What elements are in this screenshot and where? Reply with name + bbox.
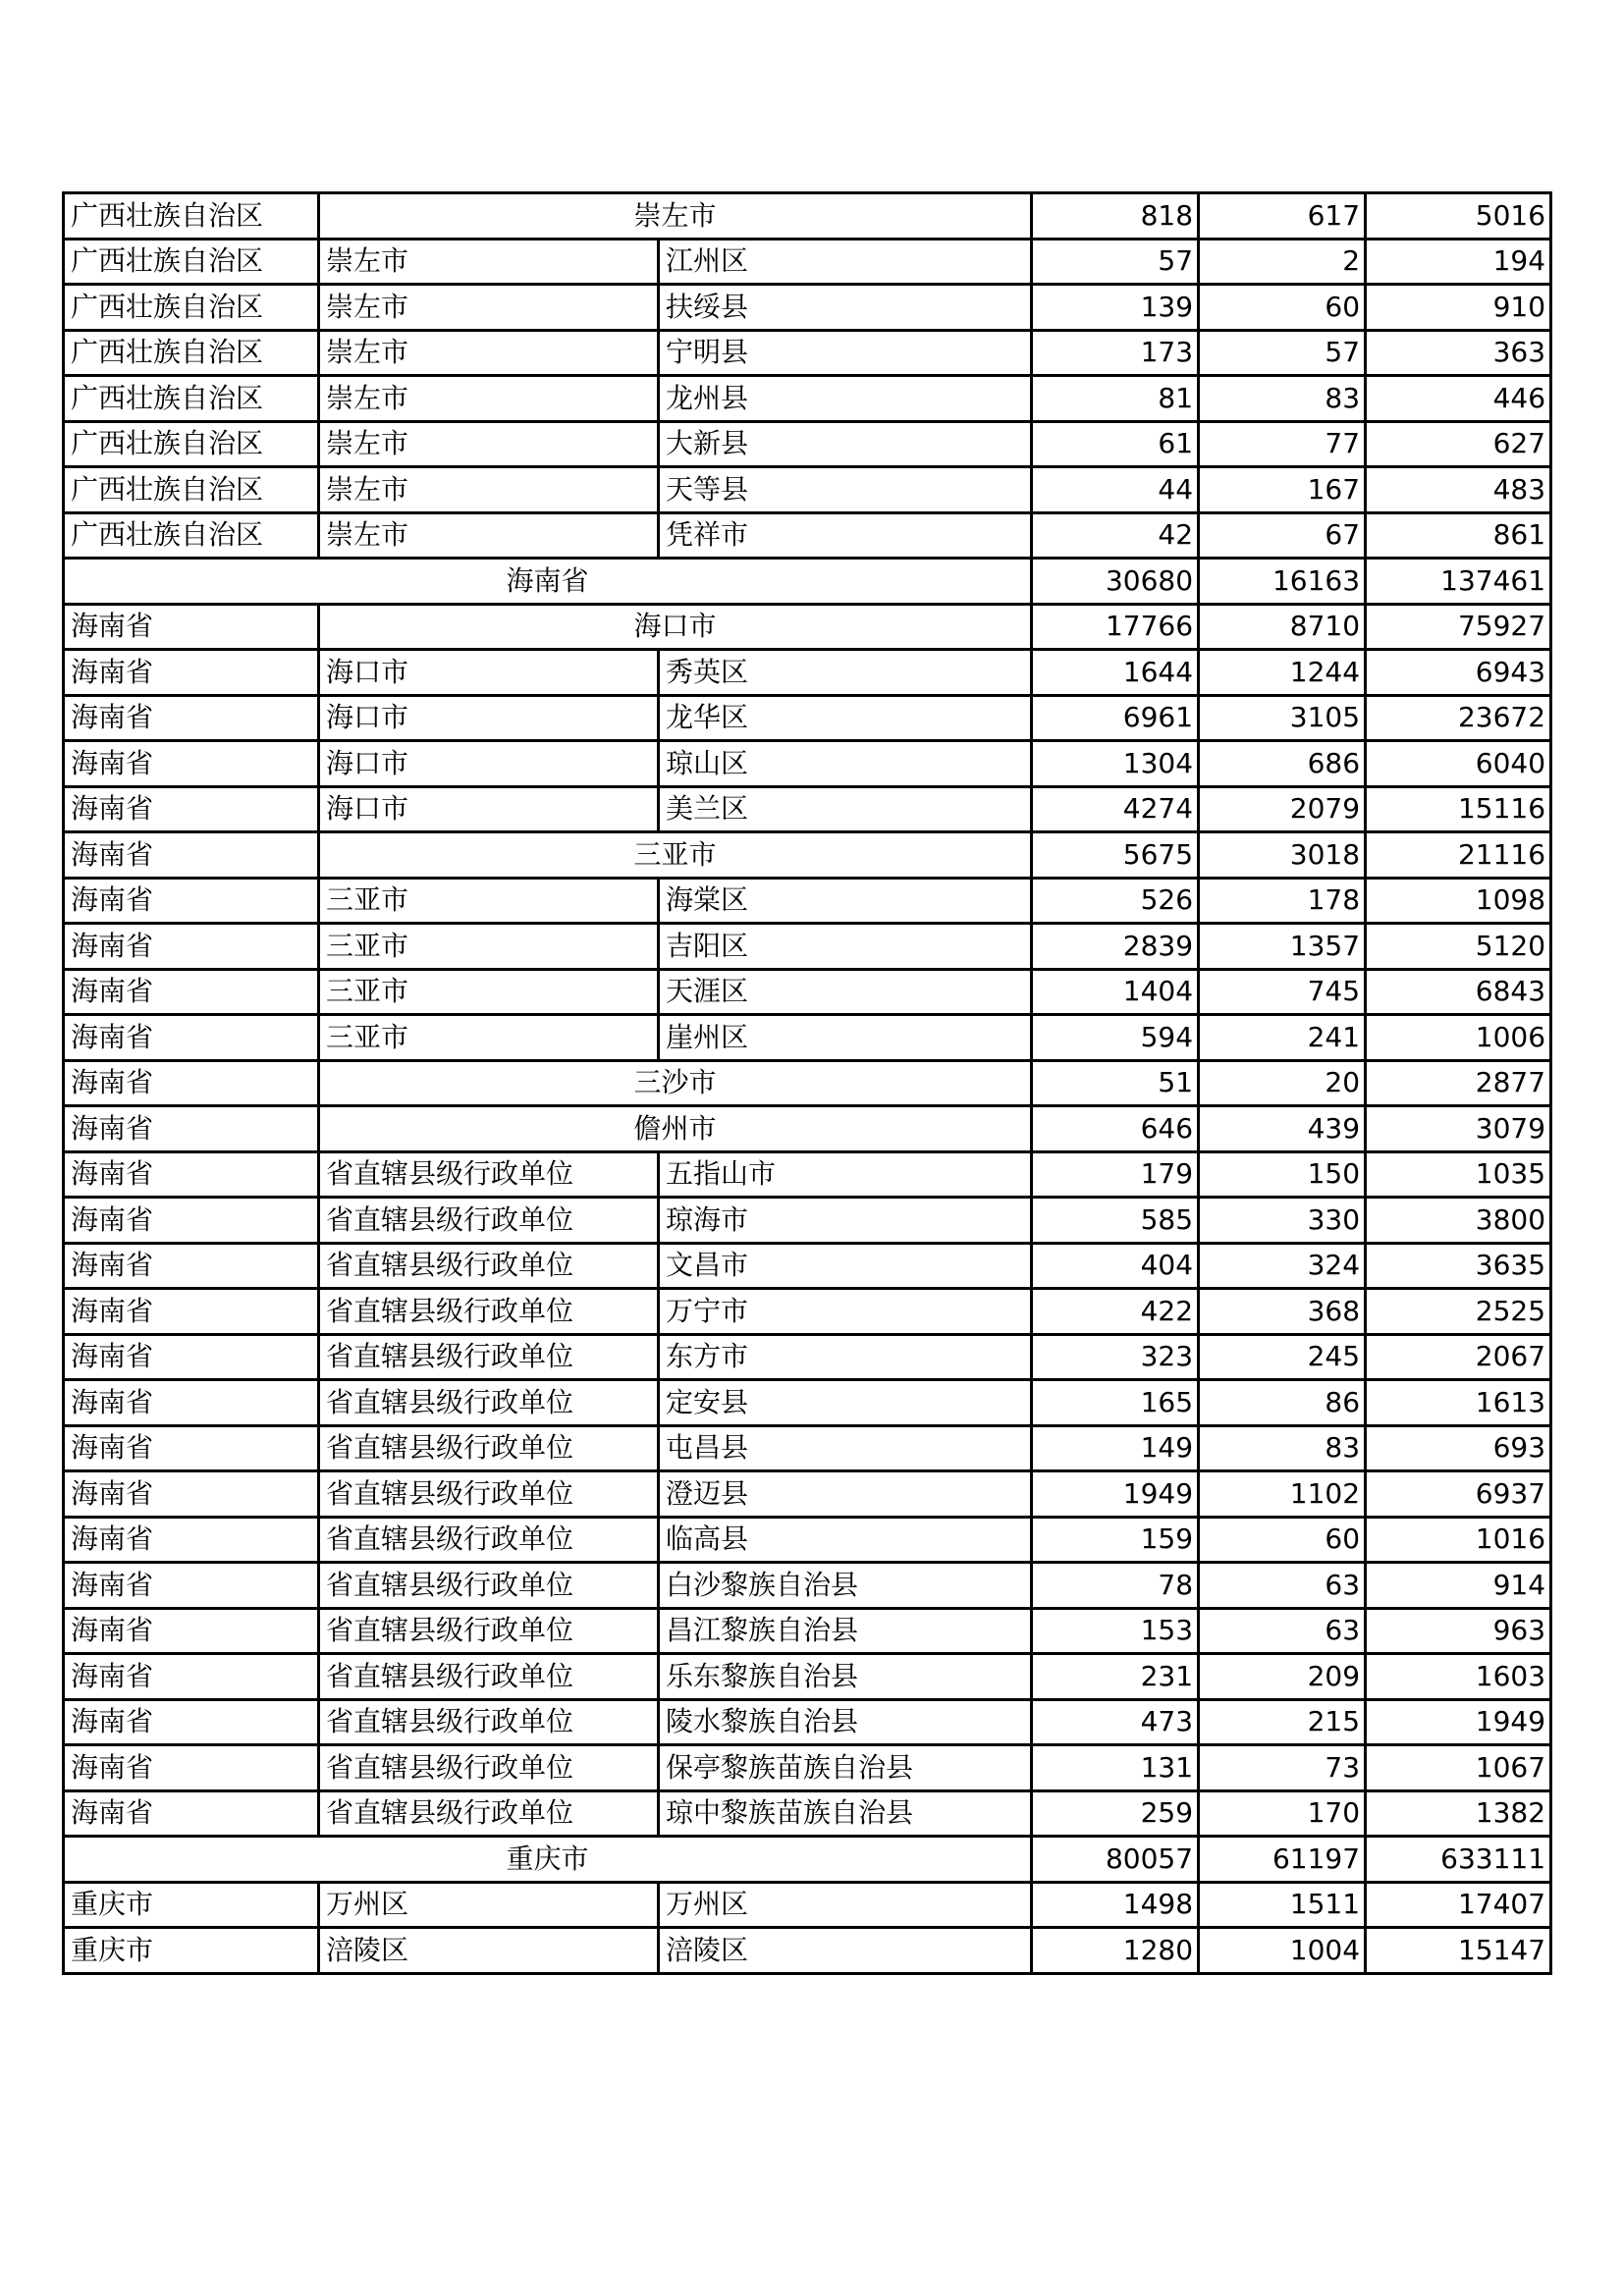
county-cell: 屯昌县 [659, 1425, 1032, 1471]
county-cell: 秀英区 [659, 650, 1032, 696]
city-cell: 万州区 [319, 1882, 659, 1928]
value-cell: 1004 [1199, 1928, 1366, 1974]
city-cell: 省直辖县级行政单位 [319, 1471, 659, 1518]
county-cell: 琼山区 [659, 741, 1032, 787]
table-row [64, 1654, 1551, 1700]
table-row [64, 239, 1551, 285]
data-table [62, 191, 1552, 1975]
county-cell: 吉阳区 [659, 924, 1032, 970]
city-cell: 海口市 [319, 650, 659, 696]
county-cell: 白沙黎族自治县 [659, 1563, 1032, 1609]
value-cell: 6961 [1032, 695, 1199, 741]
province-cell: 海南省 [64, 1745, 319, 1791]
table-row [64, 1425, 1551, 1471]
table-row [64, 376, 1551, 422]
table-row [64, 285, 1551, 331]
value-cell: 1644 [1032, 650, 1199, 696]
city-cell: 海口市 [319, 604, 1032, 650]
county-cell: 大新县 [659, 421, 1032, 467]
city-cell: 崇左市 [319, 467, 659, 513]
province-cell: 海南省 [64, 1289, 319, 1335]
value-cell: 61 [1032, 421, 1199, 467]
value-cell: 150 [1199, 1151, 1366, 1198]
value-cell: 209 [1199, 1654, 1366, 1700]
value-cell: 194 [1366, 239, 1551, 285]
value-cell: 627 [1366, 421, 1551, 467]
value-cell: 693 [1366, 1425, 1551, 1471]
value-cell: 1498 [1032, 1882, 1199, 1928]
value-cell: 914 [1366, 1563, 1551, 1609]
value-cell: 1016 [1366, 1517, 1551, 1563]
province-cell: 海南省 [64, 1471, 319, 1518]
table-row [64, 512, 1551, 559]
table-row [64, 1015, 1551, 1061]
county-cell: 凭祥市 [659, 512, 1032, 559]
county-cell: 昌江黎族自治县 [659, 1608, 1032, 1654]
city-cell: 省直辖县级行政单位 [319, 1151, 659, 1198]
province-cell: 重庆市 [64, 1882, 319, 1928]
value-cell: 241 [1199, 1015, 1366, 1061]
city-cell: 崇左市 [319, 421, 659, 467]
province-cell: 海南省 [64, 969, 319, 1015]
table-row [64, 1198, 1551, 1244]
value-cell: 20 [1199, 1060, 1366, 1106]
province-cell: 广西壮族自治区 [64, 330, 319, 376]
value-cell: 167 [1199, 467, 1366, 513]
value-cell: 61197 [1199, 1837, 1366, 1883]
value-cell: 910 [1366, 285, 1551, 331]
value-cell: 57 [1032, 239, 1199, 285]
value-cell: 6843 [1366, 969, 1551, 1015]
value-cell: 5120 [1366, 924, 1551, 970]
value-cell: 44 [1032, 467, 1199, 513]
value-cell: 131 [1032, 1745, 1199, 1791]
value-cell: 404 [1032, 1243, 1199, 1289]
county-cell: 天涯区 [659, 969, 1032, 1015]
city-cell: 三沙市 [319, 1060, 1032, 1106]
value-cell: 5675 [1032, 832, 1199, 879]
table-row [64, 1928, 1551, 1974]
province-cell: 海南省 [64, 786, 319, 832]
value-cell: 30680 [1032, 559, 1199, 605]
value-cell: 617 [1199, 193, 1366, 240]
province-cell: 海南省 [64, 1563, 319, 1609]
province-cell: 海南省 [64, 1106, 319, 1152]
province-cell: 海南省 [64, 1790, 319, 1837]
value-cell: 15116 [1366, 786, 1551, 832]
value-cell: 17407 [1366, 1882, 1551, 1928]
table-row [64, 1790, 1551, 1837]
value-cell: 324 [1199, 1243, 1366, 1289]
city-cell: 崇左市 [319, 285, 659, 331]
county-cell: 临高县 [659, 1517, 1032, 1563]
province-cell: 广西壮族自治区 [64, 285, 319, 331]
value-cell: 149 [1032, 1425, 1199, 1471]
city-cell: 三亚市 [319, 1015, 659, 1061]
value-cell: 63 [1199, 1563, 1366, 1609]
value-cell: 75927 [1366, 604, 1551, 650]
province-cell: 海南省 [64, 1380, 319, 1426]
value-cell: 73 [1199, 1745, 1366, 1791]
value-cell: 57 [1199, 330, 1366, 376]
value-cell: 1102 [1199, 1471, 1366, 1518]
county-cell: 琼海市 [659, 1198, 1032, 1244]
city-cell: 崇左市 [319, 193, 1032, 240]
value-cell: 1382 [1366, 1790, 1551, 1837]
value-cell: 51 [1032, 1060, 1199, 1106]
table-row [64, 1060, 1551, 1106]
table-row [64, 559, 1551, 605]
city-cell: 海口市 [319, 786, 659, 832]
value-cell: 6943 [1366, 650, 1551, 696]
value-cell: 633111 [1366, 1837, 1551, 1883]
table-row [64, 969, 1551, 1015]
city-cell: 省直辖县级行政单位 [319, 1425, 659, 1471]
province-cell: 海南省 [64, 1699, 319, 1745]
table-row [64, 421, 1551, 467]
table-row [64, 330, 1551, 376]
value-cell: 483 [1366, 467, 1551, 513]
county-cell: 五指山市 [659, 1151, 1032, 1198]
table-row [64, 1289, 1551, 1335]
value-cell: 245 [1199, 1334, 1366, 1380]
value-cell: 1949 [1032, 1471, 1199, 1518]
province-cell: 海南省 [64, 1151, 319, 1198]
province-cell: 海南省 [64, 741, 319, 787]
value-cell: 83 [1199, 376, 1366, 422]
province-cell: 海南省 [64, 559, 1032, 605]
county-cell: 陵水黎族自治县 [659, 1699, 1032, 1745]
province-cell: 广西壮族自治区 [64, 512, 319, 559]
county-cell: 万州区 [659, 1882, 1032, 1928]
value-cell: 686 [1199, 741, 1366, 787]
value-cell: 21116 [1366, 832, 1551, 879]
value-cell: 67 [1199, 512, 1366, 559]
value-cell: 60 [1199, 285, 1366, 331]
province-cell: 海南省 [64, 695, 319, 741]
value-cell: 153 [1032, 1608, 1199, 1654]
county-cell: 保亭黎族苗族自治县 [659, 1745, 1032, 1791]
city-cell: 海口市 [319, 695, 659, 741]
province-cell: 海南省 [64, 878, 319, 924]
county-cell: 琼中黎族苗族自治县 [659, 1790, 1032, 1837]
value-cell: 2079 [1199, 786, 1366, 832]
province-cell: 海南省 [64, 1243, 319, 1289]
county-cell: 澄迈县 [659, 1471, 1032, 1518]
table-row [64, 786, 1551, 832]
value-cell: 139 [1032, 285, 1199, 331]
city-cell: 崇左市 [319, 512, 659, 559]
table-row [64, 467, 1551, 513]
city-cell: 省直辖县级行政单位 [319, 1563, 659, 1609]
table-row [64, 832, 1551, 879]
table-row [64, 1608, 1551, 1654]
value-cell: 4274 [1032, 786, 1199, 832]
value-cell: 1357 [1199, 924, 1366, 970]
value-cell: 231 [1032, 1654, 1199, 1700]
county-cell: 文昌市 [659, 1243, 1032, 1289]
county-cell: 宁明县 [659, 330, 1032, 376]
value-cell: 15147 [1366, 1928, 1551, 1974]
table-row [64, 878, 1551, 924]
value-cell: 2839 [1032, 924, 1199, 970]
value-cell: 80057 [1032, 1837, 1199, 1883]
table-row [64, 1106, 1551, 1152]
value-cell: 165 [1032, 1380, 1199, 1426]
value-cell: 1098 [1366, 878, 1551, 924]
city-cell: 省直辖县级行政单位 [319, 1608, 659, 1654]
table-row [64, 1517, 1551, 1563]
value-cell: 363 [1366, 330, 1551, 376]
value-cell: 83 [1199, 1425, 1366, 1471]
city-cell: 省直辖县级行政单位 [319, 1517, 659, 1563]
table-row [64, 741, 1551, 787]
value-cell: 594 [1032, 1015, 1199, 1061]
value-cell: 2877 [1366, 1060, 1551, 1106]
province-cell: 广西壮族自治区 [64, 421, 319, 467]
value-cell: 2 [1199, 239, 1366, 285]
value-cell: 159 [1032, 1517, 1199, 1563]
table-body [64, 193, 1551, 1974]
value-cell: 646 [1032, 1106, 1199, 1152]
value-cell: 179 [1032, 1151, 1199, 1198]
value-cell: 1603 [1366, 1654, 1551, 1700]
city-cell: 崇左市 [319, 330, 659, 376]
value-cell: 6040 [1366, 741, 1551, 787]
table-row [64, 1151, 1551, 1198]
value-cell: 2525 [1366, 1289, 1551, 1335]
province-cell: 广西壮族自治区 [64, 376, 319, 422]
county-cell: 乐东黎族自治县 [659, 1654, 1032, 1700]
city-cell: 省直辖县级行政单位 [319, 1334, 659, 1380]
value-cell: 3105 [1199, 695, 1366, 741]
value-cell: 1244 [1199, 650, 1366, 696]
value-cell: 1280 [1032, 1928, 1199, 1974]
province-cell: 海南省 [64, 1334, 319, 1380]
value-cell: 368 [1199, 1289, 1366, 1335]
value-cell: 422 [1032, 1289, 1199, 1335]
county-cell: 龙州县 [659, 376, 1032, 422]
city-cell: 崇左市 [319, 376, 659, 422]
city-cell: 省直辖县级行政单位 [319, 1790, 659, 1837]
value-cell: 323 [1032, 1334, 1199, 1380]
value-cell: 78 [1032, 1563, 1199, 1609]
value-cell: 60 [1199, 1517, 1366, 1563]
province-cell: 海南省 [64, 924, 319, 970]
table-row [64, 1243, 1551, 1289]
value-cell: 1949 [1366, 1699, 1551, 1745]
city-cell: 省直辖县级行政单位 [319, 1699, 659, 1745]
value-cell: 963 [1366, 1608, 1551, 1654]
value-cell: 8710 [1199, 604, 1366, 650]
city-cell: 儋州市 [319, 1106, 1032, 1152]
province-cell: 海南省 [64, 1608, 319, 1654]
value-cell: 23672 [1366, 695, 1551, 741]
city-cell: 三亚市 [319, 878, 659, 924]
value-cell: 1035 [1366, 1151, 1551, 1198]
value-cell: 3079 [1366, 1106, 1551, 1152]
value-cell: 439 [1199, 1106, 1366, 1152]
table-row [64, 1882, 1551, 1928]
value-cell: 446 [1366, 376, 1551, 422]
value-cell: 137461 [1366, 559, 1551, 605]
province-cell: 重庆市 [64, 1928, 319, 1974]
table-row [64, 695, 1551, 741]
city-cell: 三亚市 [319, 832, 1032, 879]
city-cell: 崇左市 [319, 239, 659, 285]
value-cell: 173 [1032, 330, 1199, 376]
county-cell: 扶绥县 [659, 285, 1032, 331]
value-cell: 77 [1199, 421, 1366, 467]
value-cell: 17766 [1032, 604, 1199, 650]
value-cell: 259 [1032, 1790, 1199, 1837]
value-cell: 215 [1199, 1699, 1366, 1745]
province-cell: 重庆市 [64, 1837, 1032, 1883]
value-cell: 178 [1199, 878, 1366, 924]
province-cell: 广西壮族自治区 [64, 239, 319, 285]
city-cell: 三亚市 [319, 924, 659, 970]
value-cell: 3800 [1366, 1198, 1551, 1244]
province-cell: 海南省 [64, 1060, 319, 1106]
value-cell: 330 [1199, 1198, 1366, 1244]
county-cell: 涪陵区 [659, 1928, 1032, 1974]
value-cell: 42 [1032, 512, 1199, 559]
county-cell: 天等县 [659, 467, 1032, 513]
value-cell: 585 [1032, 1198, 1199, 1244]
value-cell: 63 [1199, 1608, 1366, 1654]
city-cell: 省直辖县级行政单位 [319, 1198, 659, 1244]
province-cell: 广西壮族自治区 [64, 467, 319, 513]
value-cell: 3018 [1199, 832, 1366, 879]
county-cell: 万宁市 [659, 1289, 1032, 1335]
county-cell: 江州区 [659, 239, 1032, 285]
table-row [64, 604, 1551, 650]
value-cell: 1613 [1366, 1380, 1551, 1426]
value-cell: 861 [1366, 512, 1551, 559]
table-row [64, 193, 1551, 240]
county-cell: 定安县 [659, 1380, 1032, 1426]
value-cell: 1304 [1032, 741, 1199, 787]
province-cell: 海南省 [64, 1654, 319, 1700]
value-cell: 1511 [1199, 1882, 1366, 1928]
value-cell: 1404 [1032, 969, 1199, 1015]
value-cell: 745 [1199, 969, 1366, 1015]
table-row [64, 1745, 1551, 1791]
county-cell: 龙华区 [659, 695, 1032, 741]
city-cell: 三亚市 [319, 969, 659, 1015]
table-row [64, 1334, 1551, 1380]
province-cell: 海南省 [64, 1517, 319, 1563]
value-cell: 170 [1199, 1790, 1366, 1837]
value-cell: 86 [1199, 1380, 1366, 1426]
province-cell: 海南省 [64, 650, 319, 696]
value-cell: 1006 [1366, 1015, 1551, 1061]
county-cell: 东方市 [659, 1334, 1032, 1380]
value-cell: 3635 [1366, 1243, 1551, 1289]
city-cell: 海口市 [319, 741, 659, 787]
table-row [64, 1563, 1551, 1609]
table-row [64, 924, 1551, 970]
county-cell: 崖州区 [659, 1015, 1032, 1061]
city-cell: 省直辖县级行政单位 [319, 1380, 659, 1426]
table-row [64, 1471, 1551, 1518]
city-cell: 省直辖县级行政单位 [319, 1289, 659, 1335]
table-row [64, 1699, 1551, 1745]
value-cell: 6937 [1366, 1471, 1551, 1518]
value-cell: 1067 [1366, 1745, 1551, 1791]
table-row [64, 1380, 1551, 1426]
province-cell: 海南省 [64, 1425, 319, 1471]
city-cell: 省直辖县级行政单位 [319, 1654, 659, 1700]
value-cell: 473 [1032, 1699, 1199, 1745]
county-cell: 美兰区 [659, 786, 1032, 832]
value-cell: 16163 [1199, 559, 1366, 605]
value-cell: 81 [1032, 376, 1199, 422]
value-cell: 2067 [1366, 1334, 1551, 1380]
table-row [64, 1837, 1551, 1883]
city-cell: 省直辖县级行政单位 [319, 1243, 659, 1289]
province-cell: 海南省 [64, 832, 319, 879]
province-cell: 海南省 [64, 1015, 319, 1061]
value-cell: 5016 [1366, 193, 1551, 240]
table-row [64, 650, 1551, 696]
province-cell: 广西壮族自治区 [64, 193, 319, 240]
city-cell: 省直辖县级行政单位 [319, 1745, 659, 1791]
value-cell: 818 [1032, 193, 1199, 240]
province-cell: 海南省 [64, 1198, 319, 1244]
value-cell: 526 [1032, 878, 1199, 924]
county-cell: 海棠区 [659, 878, 1032, 924]
province-cell: 海南省 [64, 604, 319, 650]
city-cell: 涪陵区 [319, 1928, 659, 1974]
